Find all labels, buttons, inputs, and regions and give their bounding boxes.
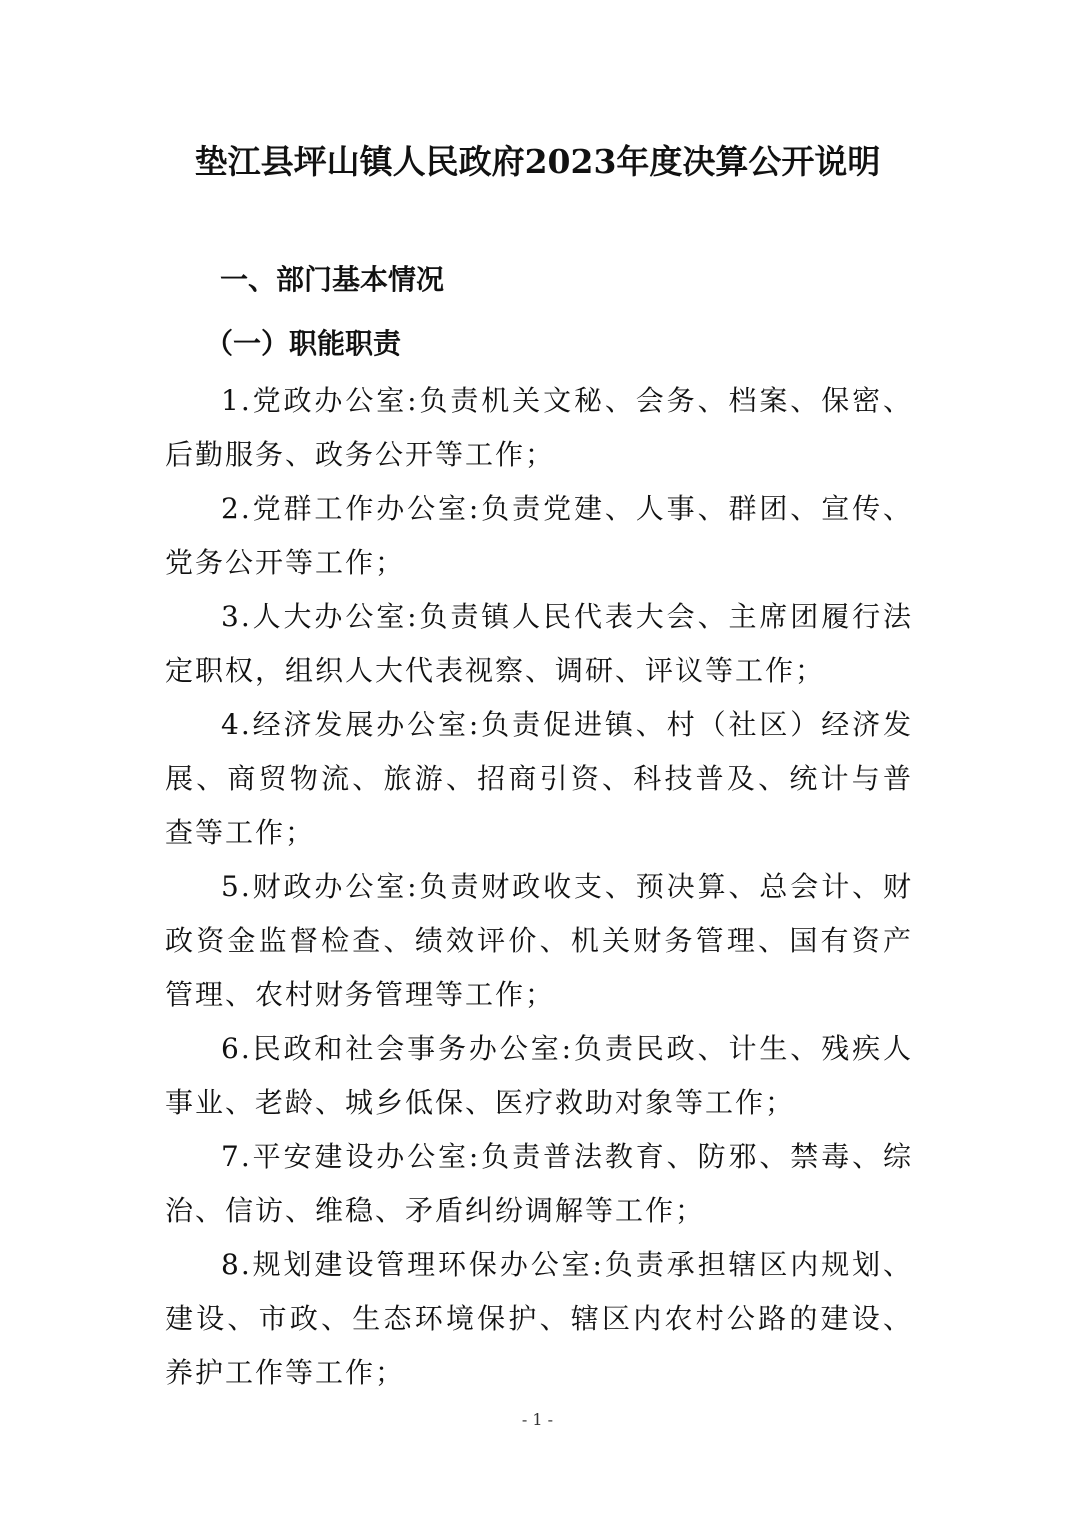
document-title: 垫江县坪山镇人民政府2023年度决算公开说明: [194, 142, 881, 181]
duty-item: 3.人大办公室:负责镇人民代表大会、主席团履行法定职权，组织人大代表视察、调研、评议等工作；: [165, 600, 913, 687]
duty-item: 5.财政办公室:负责财政收支、预决算、总会计、财政资金监督检查、绩效评价、机关财务管理、国有资产管理、农村财务管理等工作；: [165, 870, 913, 1011]
duty-item: 6.民政和社会事务办公室:负责民政、计生、残疾人事业、老龄、城乡低保、医疗救助对象等工作；: [165, 1032, 913, 1119]
section-heading: 一、部门基本情况: [220, 263, 445, 296]
sub-heading: （一）职能职责: [205, 327, 402, 360]
duty-item: 4.经济发展办公室:负责促进镇、村（社区）经济发展、商贸物流、旅游、招商引资、科技普及、统计与普查等工作；: [165, 708, 913, 849]
page-number: - 1 -: [521, 1410, 554, 1429]
duty-item: 1.党政办公室:负责机关文秘、会务、档案、保密、后勤服务、政务公开等工作；: [165, 384, 913, 471]
duty-item: 2.党群工作办公室:负责党建、人事、群团、宣传、党务公开等工作；: [165, 492, 913, 579]
duty-item: 8.规划建设管理环保办公室:负责承担辖区内规划、建设、市政、生态环境保护、辖区内农村公路的建设、养护工作等工作；: [165, 1248, 913, 1389]
duty-list: [165, 374, 913, 1400]
duty-item: 7.平安建设办公室:负责普法教育、防邪、禁毒、综治、信访、维稳、矛盾纠纷调解等工作；: [165, 1140, 913, 1227]
